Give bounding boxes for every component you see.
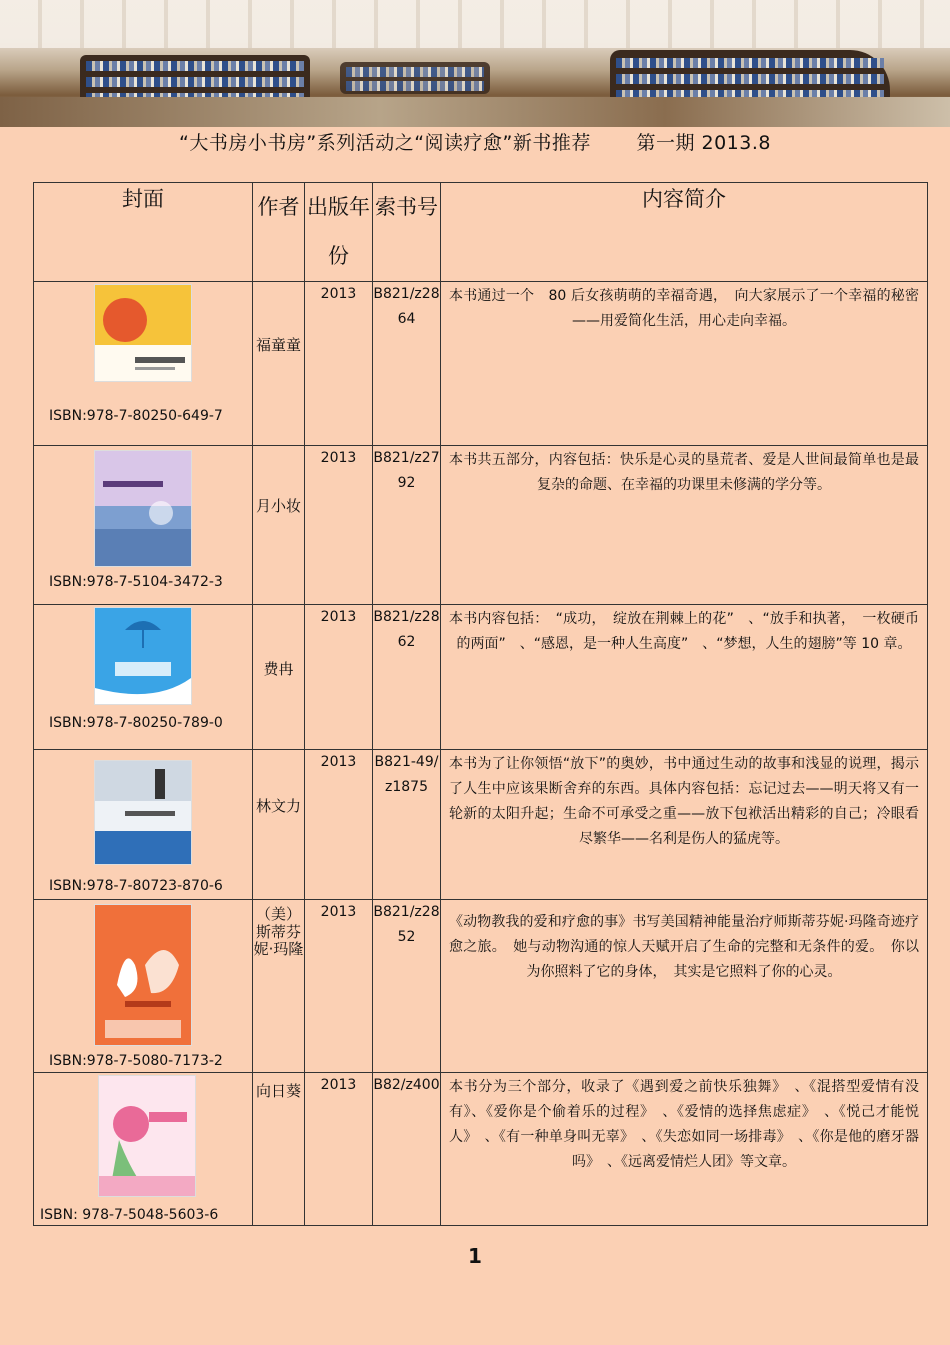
cover-cell (34, 446, 253, 605)
book-description: 《动物教我的爱和疗愈的事》书写美国精神能量治疗师斯蒂芬妮·玛隆奇迹疗愈之旅。 她与动物沟通的惊人天赋开启了生命的完整和无条件的爱。 你以为你照料了它的身体， 其实是它照料了你的心灵。 (449, 914, 919, 980)
book-cover-image (94, 607, 192, 705)
cover-cell (34, 605, 253, 750)
book-description: 本书分为三个部分，收录了《遇到爱之前快乐独舞》 、《混搭型爱情有没有》、《爱你是个偷着乐的过程》 、《爱情的选择焦虑症》 、《悦己才能悦人》 、《有一种单身叫无辜》 、《失恋如同一场排毒》 、《你是他的磨牙器吗》 、《远离爱情烂人团》等文章。 (449, 1079, 919, 1170)
header-author: 作者 (253, 183, 305, 282)
table-row (34, 446, 928, 605)
table-row (34, 605, 928, 750)
book-cover-image (98, 1075, 196, 1197)
call-number: B821/z2864 (373, 286, 440, 327)
call-number: B821/z2852 (373, 904, 440, 945)
cover-cell (34, 900, 253, 1073)
library-floor (0, 97, 950, 127)
page-number: 1 (468, 1244, 482, 1268)
book-cover-image (94, 904, 192, 1046)
book-cover-image (94, 284, 192, 382)
call-number: B821/z2862 (373, 609, 440, 650)
author-name: 月小妆 (255, 497, 301, 515)
cover-cell (34, 750, 253, 900)
book-description: 本书为了让你领悟“放下”的奥妙，书中通过生动的故事和浅显的说理，揭示了人生中应该果断舍弃的东西。具体内容包括：忘记过去——明天将又有一轮新的太阳升起；生命不可承受之重——放下包袱活出精彩的自己；冷眼看尽繁华——名利是伤人的猛虎等。 (449, 756, 919, 847)
call-number: B821/z2792 (373, 450, 440, 491)
isbn-text: ISBN:978-7-5104-3472-3 (49, 574, 223, 590)
ceiling-lights (0, 0, 950, 48)
book-cover-image (94, 760, 192, 865)
isbn-text: ISBN:978-7-80250-789-0 (49, 715, 223, 731)
book-description: 本书内容包括： “成功， 绽放在荆棘上的花” 、“放手和执著， 一枚硬币的两面” 、“感恩，是一种人生高度” 、“梦想，人生的翅膀”等 10 章。 (449, 611, 919, 652)
table-row (34, 282, 928, 446)
book-description: 本书共五部分，内容包括：快乐是心灵的垦荒者、爱是人世间最简单也是最复杂的命题、在幸福的功课里未修满的学分等。 (449, 452, 919, 493)
publication-year: 2013 (320, 286, 357, 302)
isbn-text: ISBN:978-7-80723-870-6 (49, 878, 223, 894)
book-cover-image (94, 450, 192, 567)
author-name: 费冉 (263, 660, 294, 678)
bookshelf-middle (340, 62, 490, 94)
call-number: B821-49/z1875 (374, 754, 439, 795)
cover-cell (34, 1073, 253, 1226)
table-row (34, 1073, 928, 1226)
header-description: 内容简介 (441, 183, 928, 282)
header-call-number: 索书号 (373, 183, 441, 282)
header-year: 出版年份 (305, 183, 373, 282)
isbn-text: ISBN:978-7-80250-649-7 (49, 408, 223, 424)
table-header-row (34, 183, 928, 282)
call-number: B82/z400 (373, 1077, 440, 1093)
author-name: 林文力 (255, 797, 301, 815)
publication-year: 2013 (320, 904, 357, 920)
publication-year: 2013 (320, 450, 357, 466)
header-cover: 封面 (34, 183, 253, 282)
library-banner-image (0, 0, 950, 127)
isbn-text: ISBN:978-7-5080-7173-2 (49, 1053, 223, 1069)
cover-cell (34, 282, 253, 446)
publication-year: 2013 (320, 1077, 357, 1093)
table-row (34, 750, 928, 900)
isbn-text: ISBN: 978-7-5048-5603-6 (40, 1207, 219, 1223)
author-name: 向日葵 (255, 1082, 301, 1100)
book-description: 本书通过一个 80 后女孩萌萌的幸福奇遇， 向大家展示了一个幸福的秘密——用爱简化生活，用心走向幸福。 (449, 288, 919, 329)
publication-year: 2013 (320, 754, 357, 770)
table-row (34, 900, 928, 1073)
author-name: 福童童 (255, 336, 301, 354)
book-table (33, 182, 928, 1226)
page-title: “大书房小书房”系列活动之“阅读疗愈”新书推荐 第一期 2013.8 (179, 132, 771, 154)
author-name: （美）斯蒂芬妮·玛隆 (253, 905, 304, 958)
publication-year: 2013 (320, 609, 357, 625)
